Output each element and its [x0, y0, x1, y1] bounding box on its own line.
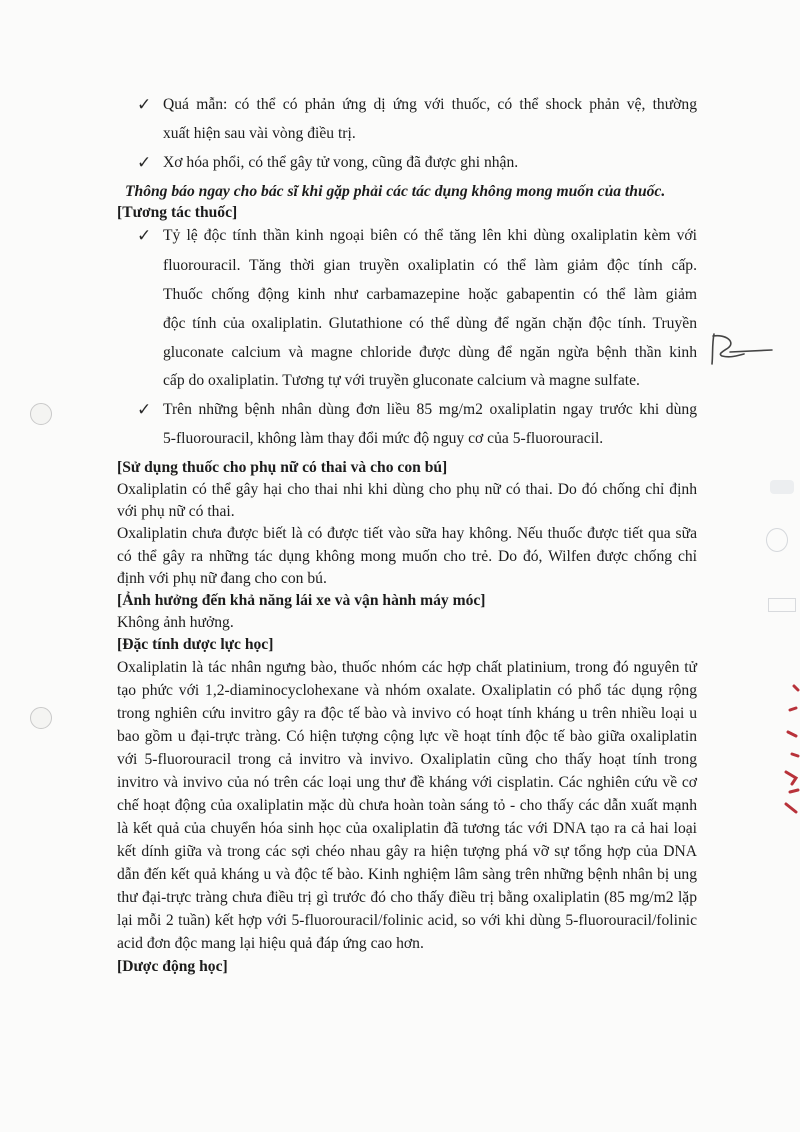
interaction-line: Tỷ lệ độc tính thần kinh ngoại biên có thể tăng lên khi dùng oxaliplatin kèm với [163, 227, 697, 244]
pregnancy-line: Oxaliplatin có thể gây hại cho thai nhi khi dùng cho phụ nữ có thai. Do đó chống chỉ định [117, 481, 697, 498]
side-effect-line: Quá mẫn: có thể có phản ứng dị ứng với thuốc, có thể shock phản vệ, thường [163, 96, 697, 113]
edge-smudge [768, 598, 796, 612]
interaction-line: 5-fluorouracil, không làm thay đổi mức độ nguy cơ của 5-fluorouracil. [163, 430, 604, 447]
check-icon: ✓ [137, 226, 152, 246]
pregnancy-line: định với phụ nữ đang cho con bú. [117, 570, 327, 587]
driving-line: Không ảnh hưởng. [117, 614, 234, 631]
check-icon: ✓ [137, 153, 152, 173]
pharmacodynamics-line: là kết quả của chuyển hóa sinh học của oxaliplatin đã tương tác với DNA tạo ra cả hai loại [117, 820, 697, 837]
edge-smudge [766, 528, 788, 552]
pharmacodynamics-line: bao gồm u đại-trực tràng. Có hiện tượng cộng lực về hoạt tính độc tế bào giữa oxaliplatin [117, 728, 697, 745]
edge-smudge [770, 480, 794, 494]
check-icon: ✓ [137, 400, 152, 420]
pharmacodynamics-line: Oxaliplatin là tác nhân ngưng bào, thuốc nhóm các hợp chất platinium, trong đó nguyên tử [117, 659, 697, 676]
pharmacodynamics-line: tạo phức với 1,2-diaminocyclohexane và nhóm oxalate. Oxaliplatin có phổ tác dụng rộng [117, 682, 697, 699]
interaction-line: Trên những bệnh nhân dùng đơn liều 85 mg/m2 oxaliplatin ngay trước khi dùng [163, 401, 697, 418]
pregnancy-line: có thể gây ra những tác dụng không mong muốn cho trẻ. Do đó, Wilfen được chống chỉ [117, 548, 697, 565]
side-effect-line: Xơ hóa phổi, có thể gây tử vong, cũng đã được ghi nhận. [163, 154, 519, 171]
section-heading-driving: [Ảnh hưởng đến khả năng lái xe và vận hành máy móc] [117, 592, 486, 609]
interaction-line: Thuốc chống động kinh như carbamazepine hoặc gabapentin có thể làm giảm [163, 286, 697, 303]
pharmacodynamics-line: chế hoạt động của oxaliplatin mặc dù chưa hoàn toàn sáng tỏ - cho thấy các dẫn xuất mạnh [117, 797, 697, 814]
interaction-line: fluorouracil. Tăng thời gian truyền oxaliplatin có thể làm giảm độc tính cấp. [163, 257, 697, 274]
side-effect-notice: Thông báo ngay cho bác sĩ khi gặp phải các tác dụng không mong muốn của thuốc. [125, 183, 666, 200]
interaction-line: cấp do oxaliplatin. Tương tự với truyền gluconate calcium và magne sulfate. [163, 372, 640, 389]
pharmacodynamics-line: trong nghiên cứu invitro gây ra độc tế bào và invivo có hoạt tính kháng u trên nhiều loại u [117, 705, 697, 722]
check-icon: ✓ [137, 95, 152, 115]
handwritten-initial-mark [700, 330, 775, 370]
section-heading-pregnancy: [Sử dụng thuốc cho phụ nữ có thai và cho con bú] [117, 459, 448, 476]
punch-hole-top [30, 403, 52, 425]
interaction-line: gluconate calcium và magne chloride được dùng để ngăn ngừa bệnh thần kinh [163, 344, 697, 361]
pharmacodynamics-line: acid đơn độc mang lại hiệu quả đáp ứng cao hơn. [117, 935, 424, 952]
section-heading-interactions: [Tương tác thuốc] [117, 204, 238, 221]
pregnancy-line: Oxaliplatin chưa được biết là có được tiết vào sữa hay không. Nếu thuốc được tiết qua sữa [117, 525, 697, 542]
section-heading-pharmacokinetics: [Dược động học] [117, 958, 228, 975]
pharmacodynamics-line: thư đại-trực tràng chưa điều trị gì trước đó cho thấy điều trị bằng oxaliplatin (85 mg/m2 lặp [117, 889, 697, 906]
pharmacodynamics-line: lại mỗi 2 tuần) kết hợp với 5-fluorouracil/folinic acid, so với khi dùng 5-fluorouracil/folinic [117, 912, 697, 929]
stamp-fragment [780, 680, 800, 820]
pharmacodynamics-line: invitro và invivo của nó trên các loại ung thư đề kháng với cisplatin. Các nghiên cứu về cơ [117, 774, 697, 791]
pharmacodynamics-line: dẫn đến kết quả kháng u và độc tế bào. Kinh nghiệm lâm sàng trên những bệnh nhân bị ung [117, 866, 697, 883]
side-effect-line: xuất hiện sau vài vòng điều trị. [163, 125, 356, 142]
pregnancy-line: với phụ nữ có thai. [117, 503, 235, 520]
pharmacodynamics-line: với 5-fluorouracil trong cả invitro và invivo. Oxaliplatin cũng cho thấy hoạt tính trong [117, 751, 697, 768]
interaction-line: độc tính của oxaliplatin. Glutathione có thể dùng để ngăn chặn độc tính. Truyền [163, 315, 697, 332]
section-heading-pharmacodynamics: [Đặc tính dược lực học] [117, 636, 274, 653]
pharmacodynamics-line: kết dính giữa và trong các sợi chéo nhau gây ra hiện tượng phá vỡ sự tổng hợp của DNA [117, 843, 697, 860]
punch-hole-bottom [30, 707, 52, 729]
